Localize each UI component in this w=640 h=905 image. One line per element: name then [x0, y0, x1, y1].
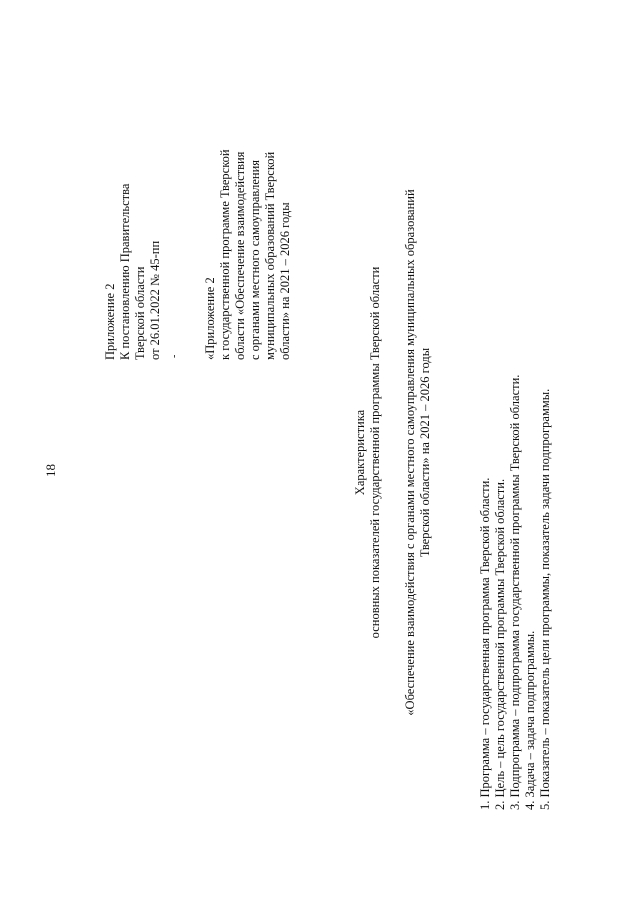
program-name-line: Тверской области» на 2021 – 2026 годы — [418, 347, 432, 558]
program-name-line: «Обеспечение взаимодействия с органами местного самоуправления муниципальных образований — [403, 189, 417, 716]
legend-item: 3. Подпрограмма – подпрограмма государственной программы Тверской области. — [508, 374, 522, 810]
legend-list — [478, 375, 553, 810]
approval-line: К постановлению Правительства — [118, 183, 132, 360]
legend-item: 1. Программа – государственная программа Тверской области. — [478, 477, 492, 810]
annex-line: области «Обеспечение взаимодействия — [233, 151, 247, 360]
approval-separator: - — [169, 354, 180, 358]
approval-block — [103, 184, 163, 360]
approval-line: Тверской области — [133, 266, 147, 360]
page-number: 18 — [43, 464, 58, 477]
annex-reference-block — [203, 149, 293, 360]
legend-item: 2. Цель – цель государственной программы Тверской области. — [493, 478, 507, 810]
annex-line: муниципальных образований Тверской — [263, 151, 277, 360]
annex-line: «Приложение 2 — [203, 277, 217, 360]
program-name — [403, 0, 433, 905]
legend-item: 5. Показатель – показатель цели программы, показатель задачи подпрограммы. — [538, 388, 552, 810]
document-title — [353, 0, 383, 905]
approval-line: Приложение 2 — [103, 283, 117, 360]
annex-line: с органами местного самоуправления — [248, 159, 262, 360]
title-line: основных показателей государственной программы Тверской области — [368, 266, 382, 639]
legend-item: 4. Задача – задача подпрограммы. — [523, 630, 537, 810]
approval-line: от 26.01.2022 № 45-пп — [148, 240, 162, 360]
annex-line: области» на 2021 – 2026 годы — [278, 202, 292, 360]
annex-line: к государственной программе Тверской — [218, 149, 232, 360]
title-line: Характеристика — [353, 409, 367, 496]
